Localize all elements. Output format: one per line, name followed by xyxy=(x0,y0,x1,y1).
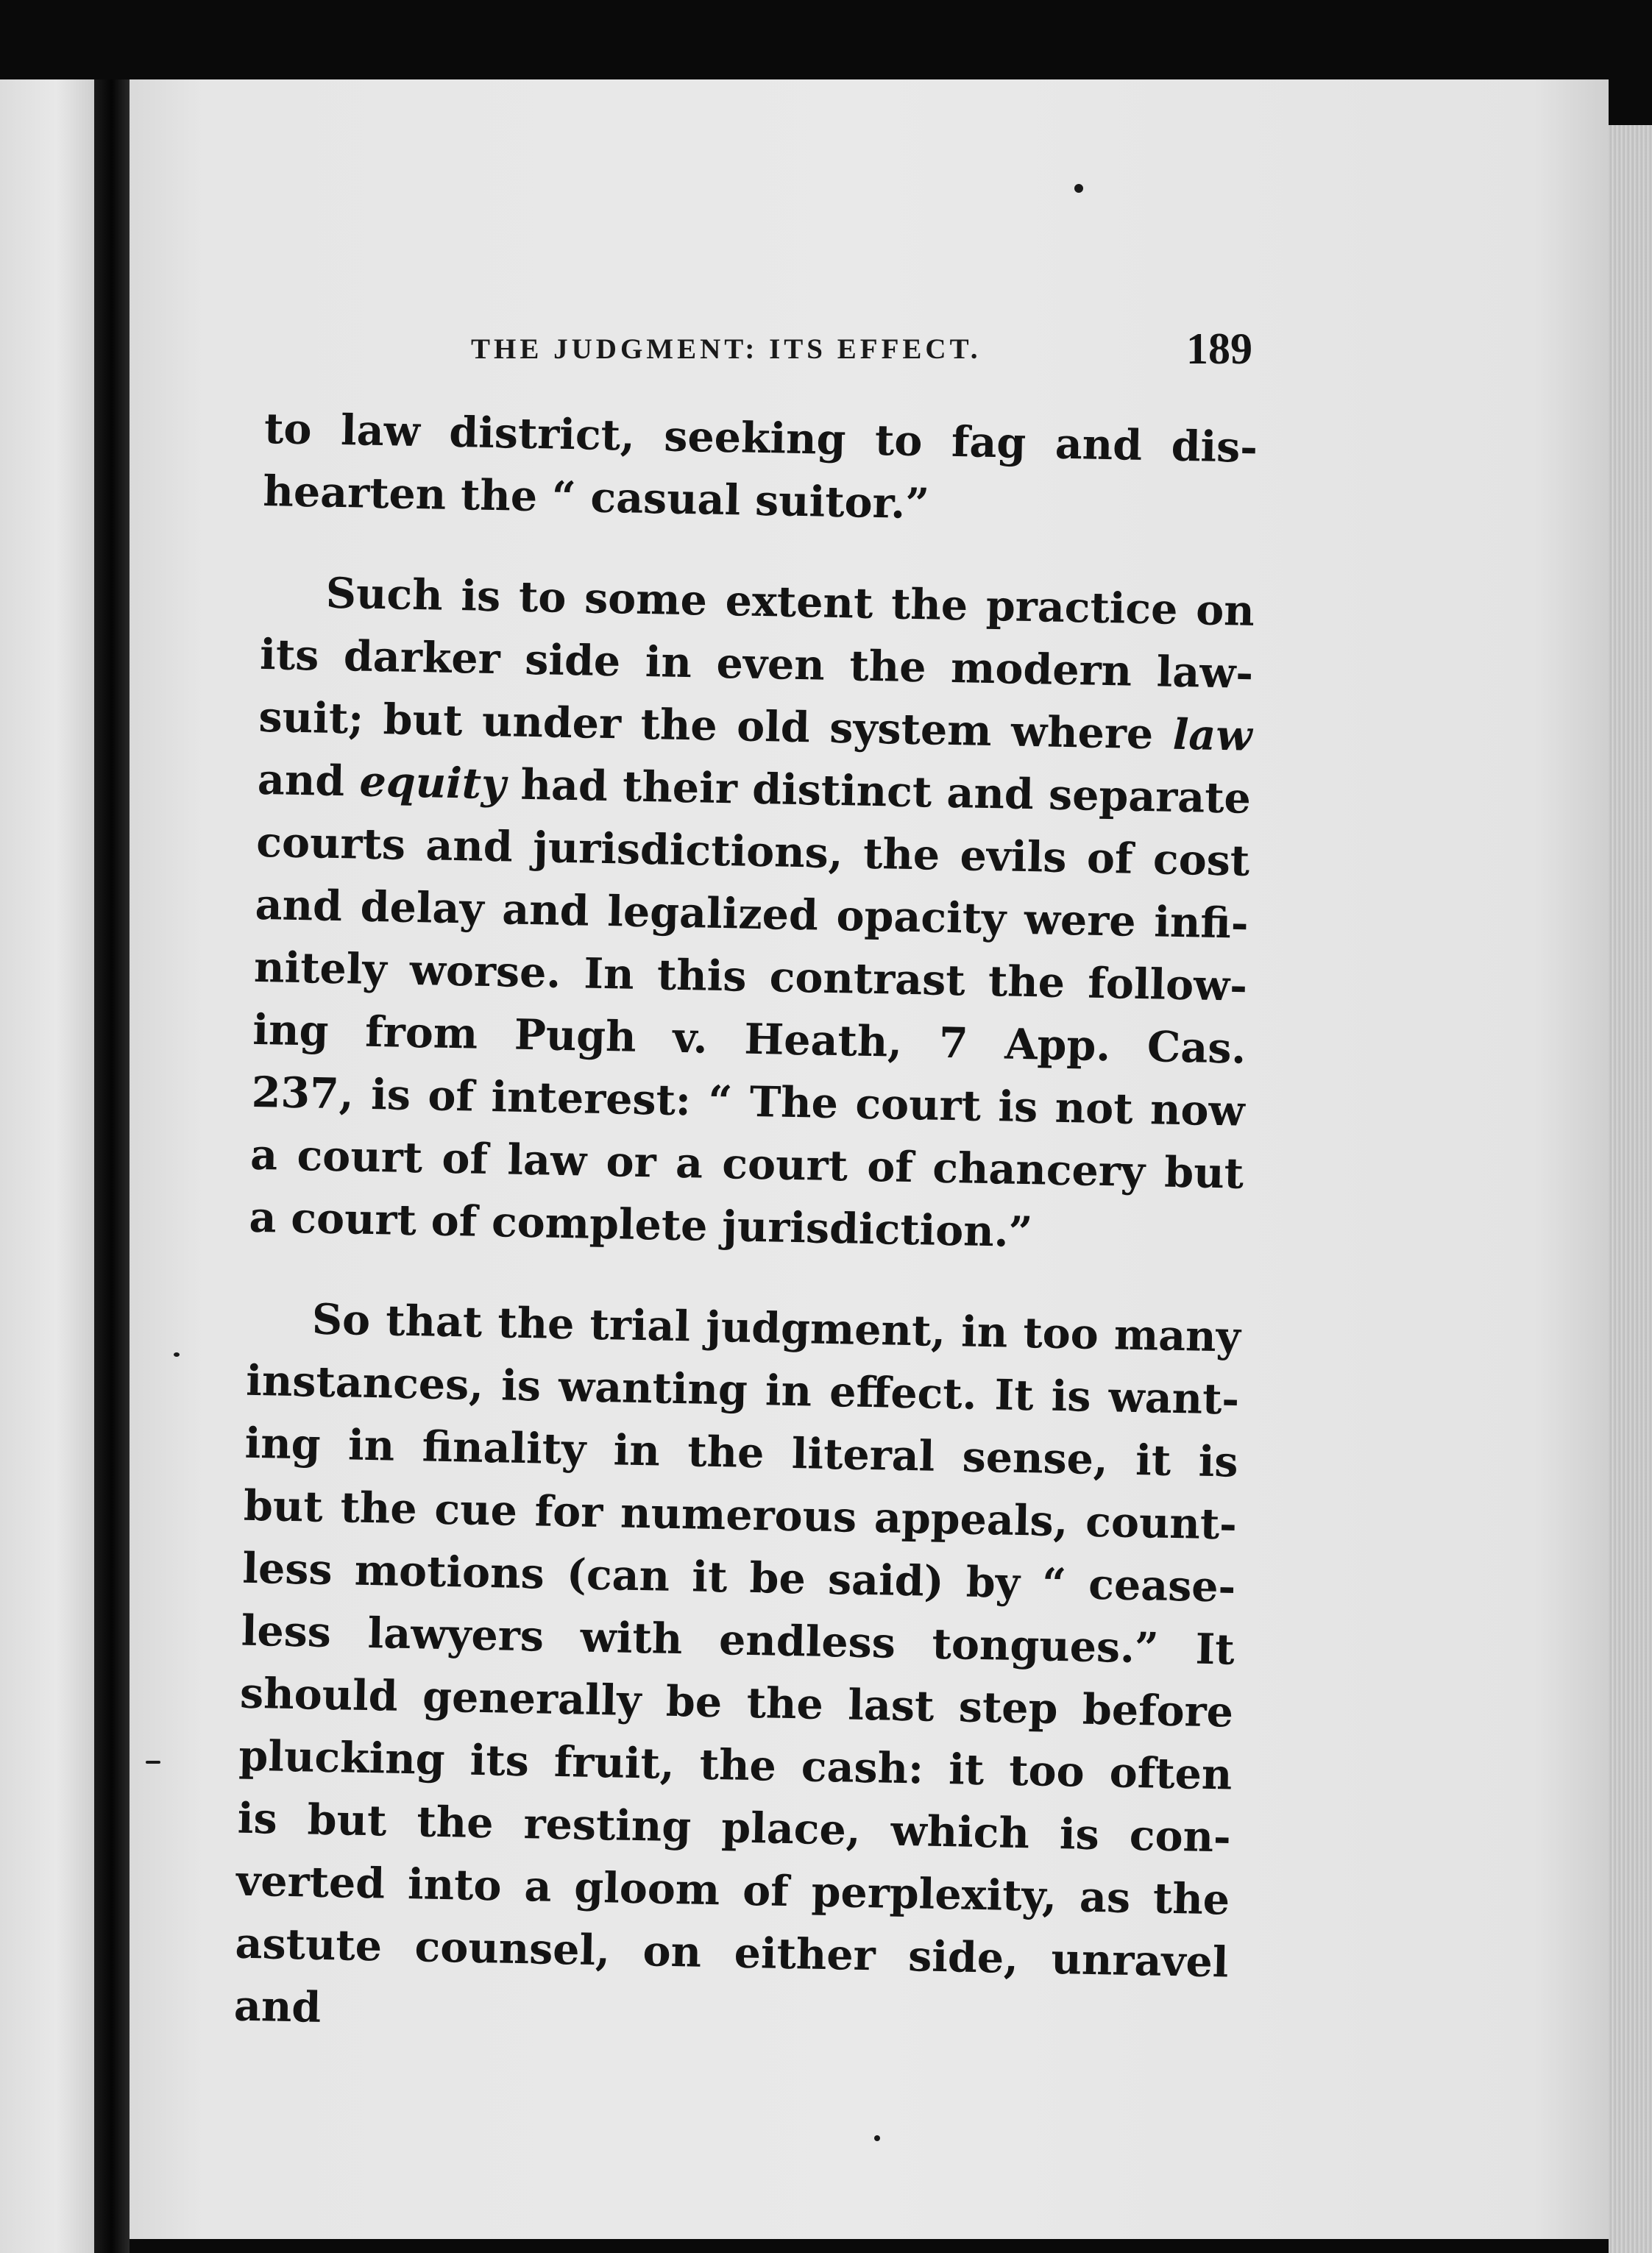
italic-term: law xyxy=(1172,709,1253,761)
text-line: ing from Pugh v. Heath, 7 App. Cas. xyxy=(252,1004,1247,1074)
text-line: nitely worse. In this contrast the follow- xyxy=(253,942,1248,1011)
text-line: ing in finality in the literal sense, it is xyxy=(244,1418,1239,1487)
page-edges xyxy=(1609,125,1652,2253)
text-line: plucking its fruit, the cash: it too often xyxy=(238,1731,1233,1800)
text-line: Such is to some extent the practice on xyxy=(325,568,1255,636)
text-line: instances, is wanting in effect. It is want- xyxy=(245,1355,1240,1424)
text-line: is but the resting place, which is con- xyxy=(237,1793,1232,1862)
speck xyxy=(146,1761,160,1764)
text-line: verted into a gloom of perplexity, as the xyxy=(235,1856,1230,1925)
speck xyxy=(1074,184,1083,193)
facing-page-edge xyxy=(0,79,94,2253)
body-text xyxy=(233,397,1258,2032)
text-line: astute counsel, on either side, unravel and xyxy=(233,1918,1230,2032)
text-line: hearten the “ casual suitor.” xyxy=(262,466,930,529)
paragraph xyxy=(233,1287,1241,2032)
text-line: a court of law or a court of chancery but xyxy=(249,1129,1244,1199)
speck xyxy=(874,2135,880,2141)
text-line: So that the trial judgment, in too many xyxy=(311,1294,1241,1362)
italic-term: equity xyxy=(358,756,506,809)
text-line: and equity had their distinct and separate xyxy=(257,754,1252,823)
text-line: suit; but under the old system where law xyxy=(258,692,1253,761)
text-line: and delay and legalized opacity were infi- xyxy=(255,879,1249,948)
text-line: courts and jurisdictions, the evils of cost xyxy=(255,817,1250,886)
text-line: its darker side in even the modern law- xyxy=(259,629,1254,698)
running-head: THE JUDGMENT: ITS EFFECT. xyxy=(471,333,982,365)
page-number: 189 xyxy=(1186,324,1252,373)
speck xyxy=(174,1352,180,1357)
text-line: should generally be the last step before xyxy=(239,1668,1234,1737)
text-line: less motions (can it be said) by “ cease- xyxy=(241,1543,1236,1612)
text-line: but the cue for numerous appeals, count- xyxy=(243,1480,1238,1550)
text-line: less lawyers with endless tongues.” It xyxy=(241,1606,1236,1675)
text-line: a court of complete jurisdiction.” xyxy=(248,1192,1033,1257)
paragraph xyxy=(263,397,1258,542)
text-line: 237, is of interest: “ The court is not now xyxy=(251,1067,1246,1136)
text-line: to law district, seeking to fag and dis- xyxy=(263,403,1258,472)
paragraph xyxy=(249,561,1255,1268)
book-gutter xyxy=(94,79,130,2253)
